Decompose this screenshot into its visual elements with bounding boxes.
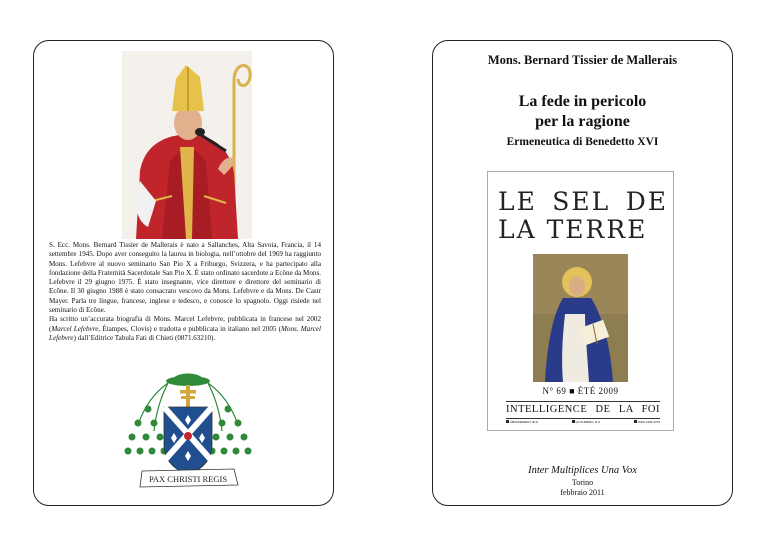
episcopal-coat-of-arms-icon bbox=[124, 373, 252, 493]
magazine-cover bbox=[487, 171, 674, 431]
cover-issn: ISSN 1269-4703 bbox=[634, 420, 660, 424]
magazine-title-line-2: LA TERRE bbox=[498, 215, 648, 244]
book-title-line-2: per la ragione bbox=[535, 113, 630, 130]
book-title-line-1: La fede in pericolo bbox=[518, 93, 647, 110]
bishop-portrait-image bbox=[122, 51, 252, 239]
publication-city: Torino bbox=[571, 478, 594, 487]
book-title-french: Marcel Lefebvre bbox=[51, 324, 99, 333]
book-title bbox=[433, 92, 732, 132]
cover-divider-top bbox=[506, 401, 660, 402]
bio-paragraph-2: Ha scritto un’accurata biografia di Mons. Marcel Lefebvre, pubblicata in francese nel 2002 (Marcel Lefebvre, Étampes, Clovis) e tradotta e pubblicata in italiano nel 2005 (Mons. Marcel Lefebvre) dall’Editrice Tabula Fati di Chieti (0871.63210). bbox=[49, 315, 321, 342]
magazine-title-line-1: LE SEL DE bbox=[498, 187, 668, 216]
cover-footer bbox=[506, 420, 660, 424]
publisher-name: Inter Multiplices Una Vox bbox=[528, 465, 637, 476]
author-name: Mons. Bernard Tissier de Mallerais bbox=[487, 53, 678, 67]
cover-price: LE NUMÉRO 11 € bbox=[572, 420, 600, 424]
right-page bbox=[432, 40, 733, 506]
book-subtitle: Ermeneutica di Benedetto XVI bbox=[506, 136, 659, 148]
book-title-italian: Mons. Marcel Lefebvre bbox=[49, 324, 321, 342]
magazine-series: INTELLIGENCE DE LA FOI bbox=[506, 404, 660, 415]
coat-motto: PAX CHRISTI REGIS bbox=[148, 474, 228, 484]
bishop-biography bbox=[49, 241, 321, 343]
saint-dominic-painting-image bbox=[533, 254, 628, 382]
bio-paragraph-1: S. Ecc. Mons. Bernard Tissier de Mallerais è nato a Sallanches, Alta Savoia, Francia, il 14 settembre 1945. Dopo aver conseguito la laurea in biologia, nell’ottobre del 1969 ha raggiunto Mons. Lefebvre al nuovo seminario San Pio X a Friburgo, Svizzera, e ha partecipato alla fondazione della Fraternità Sacerdotale San Pio X. È stato ordinato sacerdote a Ecône da Mons. Lefebvre il 29 giugno 1975. È stato insegnante, vice direttore e direttore del seminario di Ecône. Il 30 giugno 1988 è stato consacrato vescovo da Mons. Lefebvre e da Mons. De Castr Mayer. Parla tre lingue, francese, inglese e tedesco, e conosce lo spagnolo. Oggi risiede nel seminario di Ecône. bbox=[49, 241, 321, 315]
cover-subscription: ABONNEMENT 40 € bbox=[506, 420, 538, 424]
left-page bbox=[33, 40, 334, 506]
magazine-title bbox=[498, 188, 668, 244]
publication-date: febbraio 2011 bbox=[560, 488, 605, 497]
magazine-issue: N° 69 ■ ÉTÉ 2009 bbox=[542, 386, 619, 396]
cover-divider-bottom bbox=[506, 418, 660, 419]
